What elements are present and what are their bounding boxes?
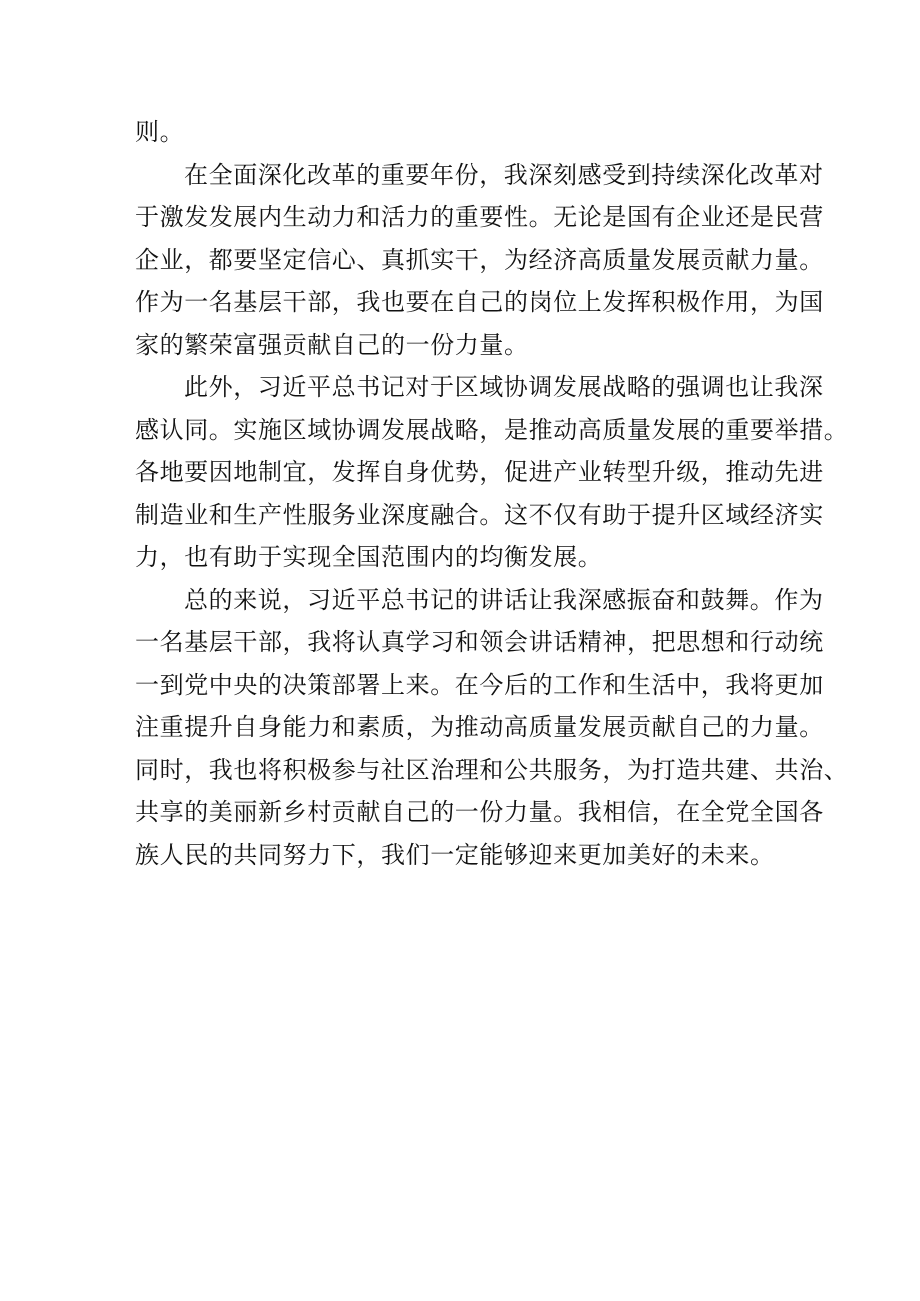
text-line: 同时，我也将积极参与社区治理和公共服务，为打造共建、共治、	[135, 755, 849, 784]
text-line: 总的来说，习近平总书记的讲话让我深感振奋和鼓舞。作为	[184, 585, 824, 614]
document-body	[135, 111, 849, 876]
text-line: 族人民的共同努力下，我们一定能够迎来更加美好的未来。	[135, 840, 775, 869]
text-line: 一到党中央的决策部署上来。在今后的工作和生活中，我将更加	[135, 670, 824, 699]
text-line: 各地要因地制宜，发挥自身优势，促进产业转型升级，推动先进	[135, 458, 824, 486]
text-line: 注重提升自身能力和素质，为推动高质量发展贡献自己的力量。	[135, 713, 824, 741]
text-line: 共享的美丽新乡村贡献自己的一份力量。我相信，在全党全国各	[135, 798, 824, 826]
text-line: 则。	[135, 118, 185, 146]
text-line: 感认同。实施区域协调发展战略，是推动高质量发展的重要举措。	[135, 415, 849, 444]
text-line: 作为一名基层干部，我也要在自己的岗位上发挥积极作用，为国	[135, 288, 824, 316]
text-line: 一名基层干部，我将认真学习和领会讲话精神，把思想和行动统	[135, 628, 824, 656]
text-line: 此外，习近平总书记对于区域协调发展战略的强调也让我深	[184, 373, 824, 401]
text-line: 于激发发展内生动力和活力的重要性。无论是国有企业还是民营	[135, 203, 824, 231]
text-line: 企业，都要坚定信心、真抓实干，为经济高质量发展贡献力量。	[135, 245, 824, 274]
text-line: 制造业和生产性服务业深度融合。这不仅有助于提升区域经济实	[135, 500, 824, 529]
text-line: 家的繁荣富强贡献自己的一份力量。	[135, 330, 529, 359]
text-line: 在全面深化改革的重要年份，我深刻感受到持续深化改革对	[184, 160, 824, 189]
text-line: 力，也有助于实现全国范围内的均衡发展。	[135, 543, 603, 571]
